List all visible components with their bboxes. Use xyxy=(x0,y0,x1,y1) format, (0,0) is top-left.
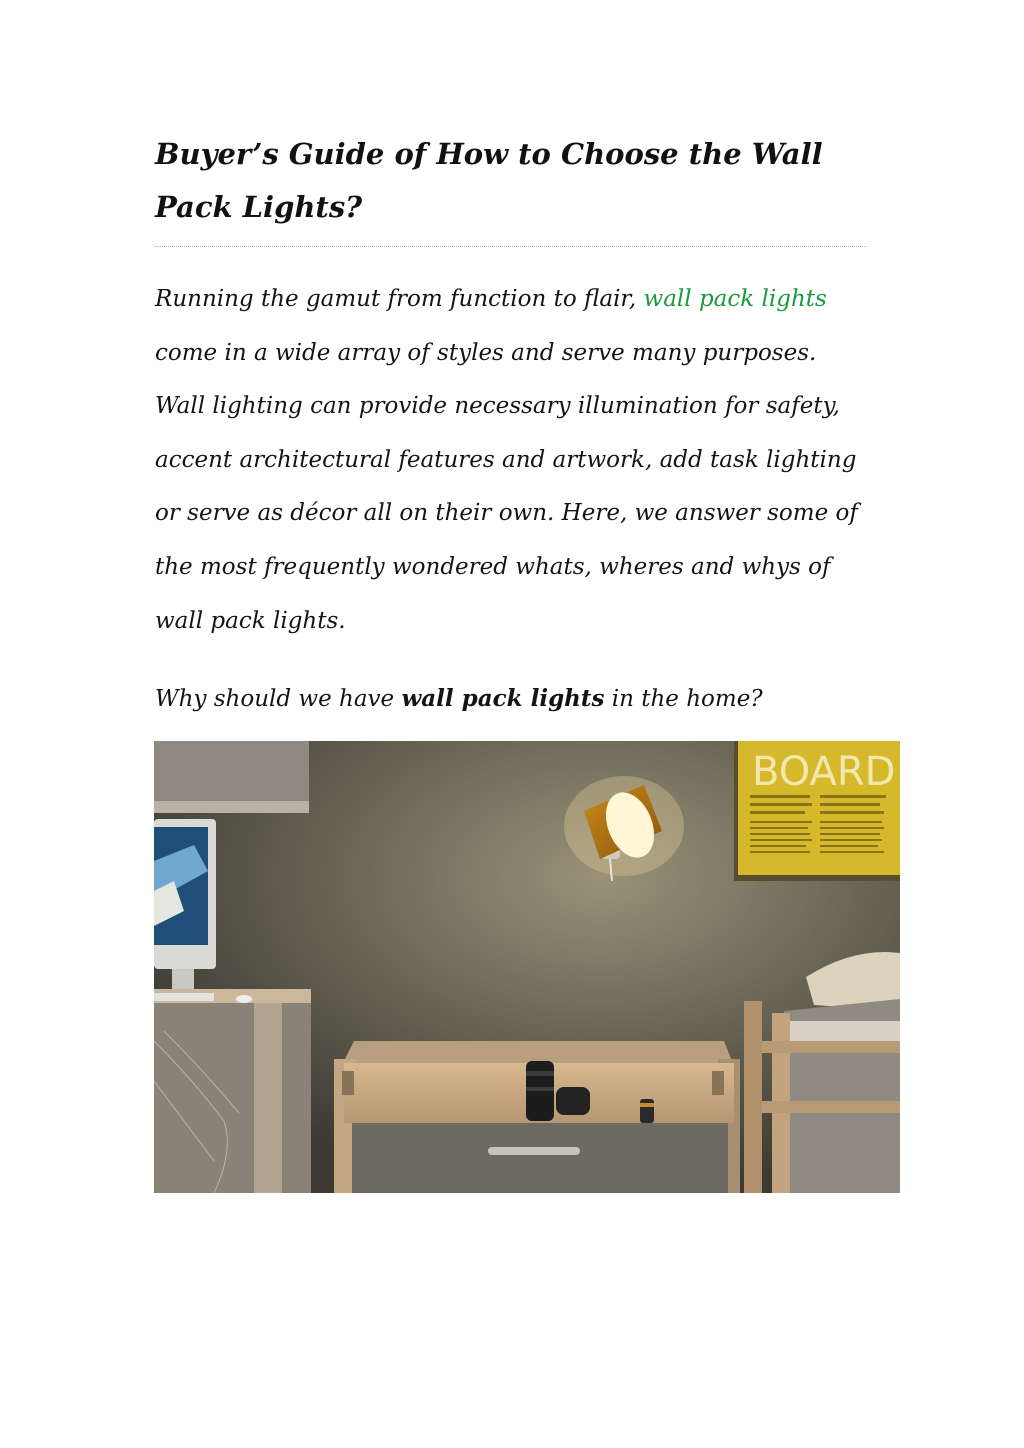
article-title: Buyer’s Guide of How to Choose the Wall Pack Lights? xyxy=(155,128,867,247)
question-text-end: in the home? xyxy=(604,686,763,713)
question-text-start: Why should we have xyxy=(155,686,402,713)
question-bold-keyword: wall pack lights xyxy=(401,685,605,713)
desk xyxy=(154,989,311,1193)
poster-title: BOARD xyxy=(752,749,896,795)
poster-board xyxy=(734,741,900,881)
intro-paragraph xyxy=(155,273,871,648)
computer-monitor xyxy=(154,819,216,995)
intro-text-start: Running the gamut from function to flair, xyxy=(155,286,644,312)
intro-text-end: come in a wide array of styles and serve many purposes. Wall lighting can provide necessary illumination for safety, accent architectural features and artwork, add task lighting or serve as décor all on their own. Here, we answer some of the most frequently wondered whats, wheres and whys of wall pack lights. xyxy=(155,339,858,634)
wall-pack-lights-link[interactable]: wall pack lights xyxy=(643,286,827,312)
bedroom-wall-lamp-photo xyxy=(154,741,900,1193)
section-question xyxy=(155,672,900,726)
article xyxy=(155,128,900,726)
